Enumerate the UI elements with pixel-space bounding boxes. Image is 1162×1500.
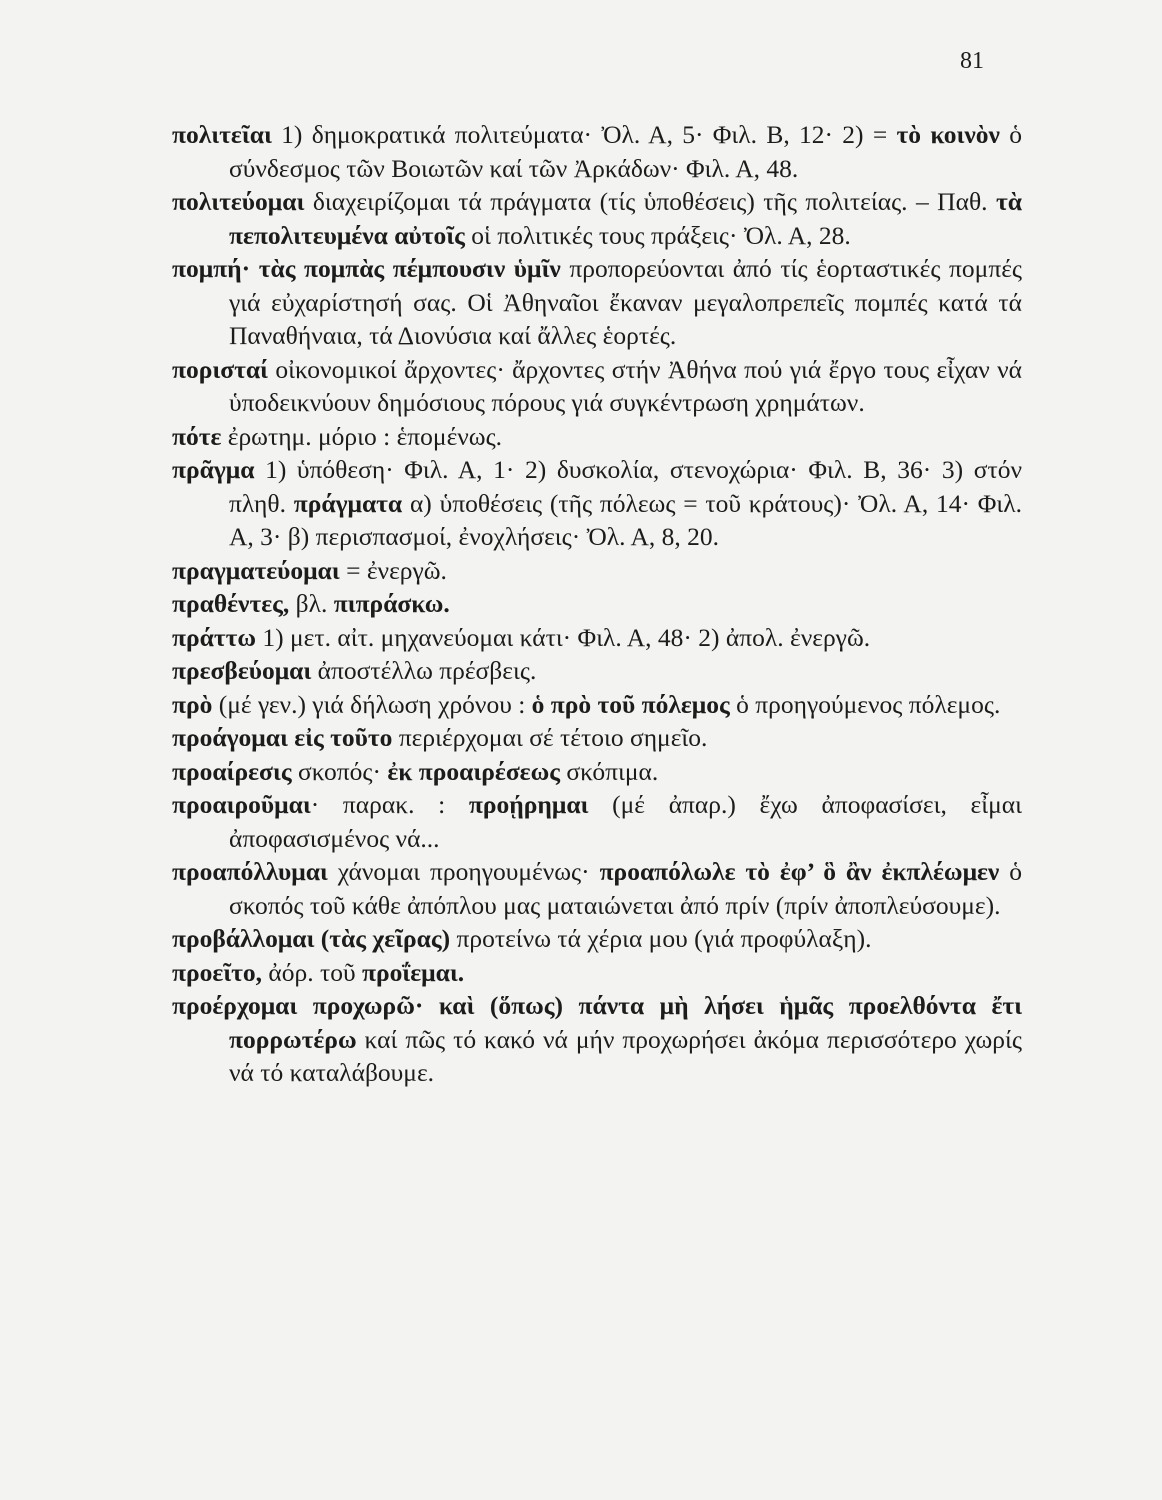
entry-proerchomai: προέρχομαι προχωρῶ· καὶ (ὅπως) πάντα μὴ λήσει ἡμᾶς προελθόντα ἔτι πορρωτέρω καί πῶς τό κακό νά μήν προχωρήσει ἀκόμα περισσότερο χωρίς νά τό καταλάβουμε. [172, 991, 1022, 1087]
entry-presbeuomai: πρεσβεύομαι ἀποστέλλω πρέσβεις. [172, 656, 537, 685]
entry-politeiai: πολιτεῖαι 1) δημοκρατικά πολιτεύματα· Ὀλ. Α, 5· Φιλ. Β, 12· 2) = τὸ κοινὸν ὁ σύνδεσμος τῶν Βοιωτῶν καί τῶν Ἀρκάδων· Φιλ. Α, 48. [172, 120, 1022, 183]
entry-proairoumai: προαιροῦμαι· παρακ. : προῄρημαι (μέ ἀπαρ.) ἔχω ἀποφασίσει, εἶμαι ἀποφασισμένος νά... [172, 790, 1022, 853]
entry-proeito: προεῖτο, ἀόρ. τοῦ προΐεμαι. [172, 957, 465, 987]
entry-pro: πρὸ (μέ γεν.) γιά δήλωση χρόνου : ὁ πρὸ τοῦ πόλεμος ὁ προηγούμενος πόλεμος. [172, 689, 1001, 719]
entry-proballomai: προβάλλομαι (τὰς χεῖρας) προτείνω τά χέρια μου (γιά προφύλαξη). [172, 924, 872, 953]
entry-pote: πότε ἐρωτημ. μόριο : ἑπομένως. [172, 421, 503, 451]
entry-pompe: πομπή· τὰς πομπὰς πέμπουσιν ὑμῖν προπορεύονται ἀπό τίς ἑορταστικές πομπές γιά εὐχαρίστησή σας. Οἱ Ἀθηναῖοι ἔκαναν μεγαλοπρεπεῖς πομπές κατά τά Παναθήναια, τά Διονύσια καί ἄλλες ἑορτές. [172, 254, 1023, 350]
entry-pragmateuomai: πραγματεύομαι = ἐνεργῶ. [172, 555, 447, 585]
entry-proagomai: προάγομαι εἰς τοῦτο περιέρχομαι σέ τέτοιο σημεῖο. [172, 723, 708, 752]
entry-politeuomai: πολιτεύομαι διαχειρίζομαι τά πράγματα (τίς ὑποθέσεις) τῆς πολιτείας. – Παθ. τὰ πεπολιτευμένα αὐτοῖς οἱ πολιτικές τους πράξεις· Ὀλ. Α, 28. [172, 187, 1022, 250]
entry-proairesis: προαίρεσις σκοπός· ἐκ προαιρέσεως σκόπιμα. [172, 756, 659, 786]
entry-pragma: πρᾶγμα 1) ὑπόθεση· Φιλ. Α, 1· 2) δυσκολία, στενοχώρια· Φιλ. Β, 36· 3) στόν πληθ. πράγματα α) ὑποθέσεις (τῆς πόλεως = τοῦ κράτους)· Ὀλ. Α, 14· Φιλ. Α, 3· β) περισπασμοί, ἐνοχλήσεις· Ὀλ. Α, 8, 20. [172, 455, 1022, 551]
entry-poristai: πορισταί οἰκονομικοί ἄρχοντες· ἄρχοντες στήν Ἀθήνα πού γιά ἔργο τους εἶχαν νά ὑποδεικνύουν δημόσιους πόρους γιά συγκέντρωση χρημάτων. [172, 354, 1022, 417]
dictionary-entries [172, 118, 1022, 1090]
entry-pratto: πράττω 1) μετ. αἰτ. μηχανεύομαι κάτι· Φιλ. Α, 48· 2) ἀπολ. ἐνεργῶ. [172, 622, 871, 652]
entry-proapollymai: προαπόλλυμαι χάνομαι προηγουμένως· προαπόλωλε τὸ ἐφ’ ὃ ἂν ἐκπλέωμεν ὁ σκοπός τοῦ κάθε ἀπόπλου μας ματαιώνεται ἀπό πρίν (πρίν ἀποπλεύσουμε). [172, 857, 1023, 920]
page-number: 81 [960, 48, 984, 74]
entry-prathentes: πραθέντες, βλ. πιπράσκω. [172, 589, 450, 618]
